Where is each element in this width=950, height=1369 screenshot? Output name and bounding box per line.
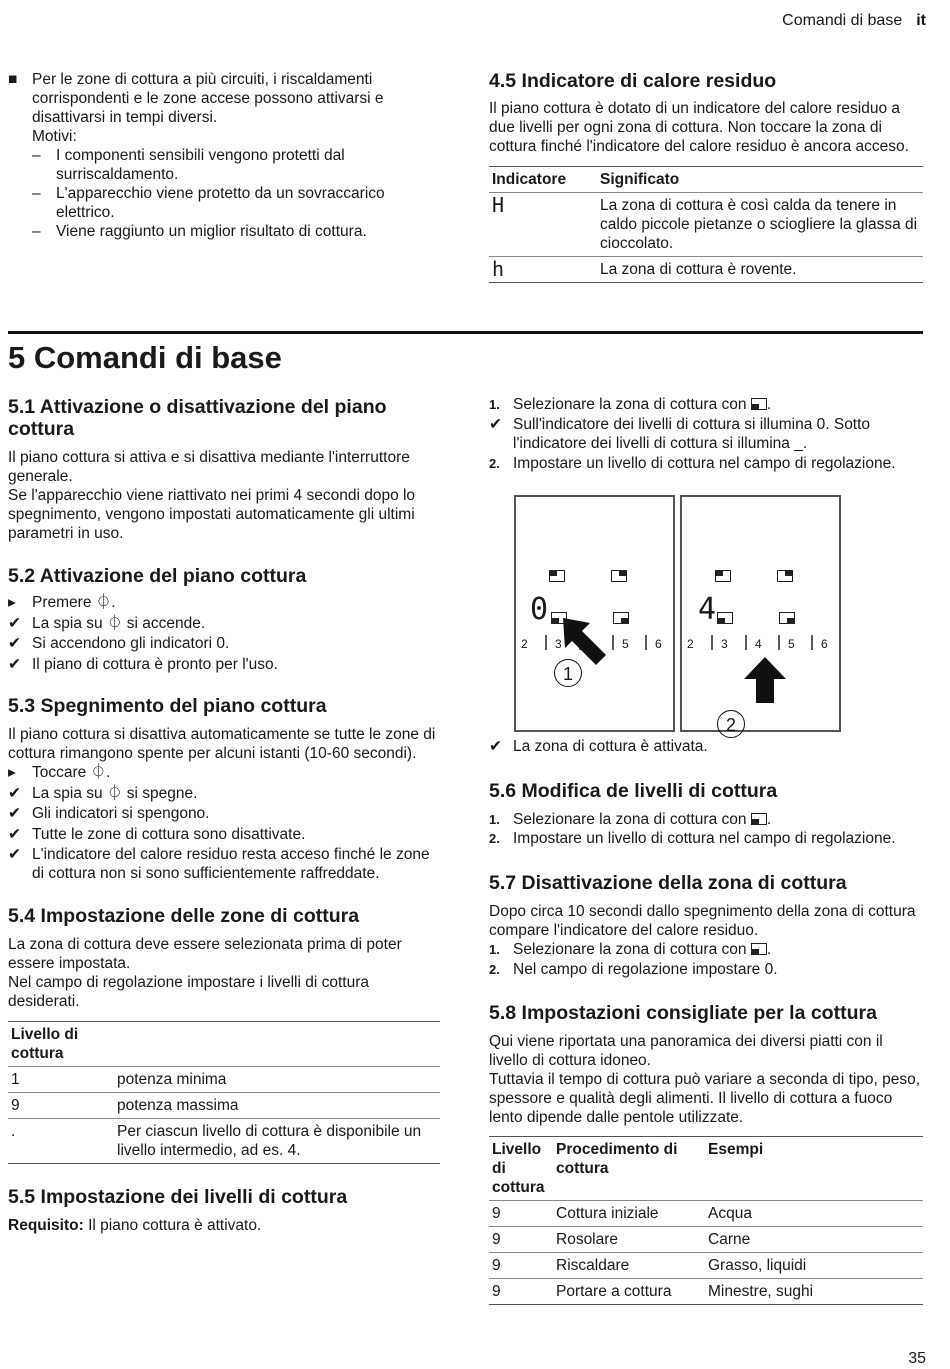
- table-row: [489, 257, 923, 283]
- section-title: 5.8 Impostazioni consigliate per la cottura: [489, 1002, 877, 1024]
- reason-item: – L'apparecchio viene protetto da un sovraccarico elettrico.: [32, 185, 385, 221]
- indicator-glyph: H: [489, 193, 597, 257]
- result-text: La spia su ⏀ si spegne.: [32, 784, 198, 802]
- control-panel-figure-1: [514, 495, 675, 732]
- section-title: 5.2 Attivazione del piano cottura: [8, 565, 307, 587]
- scale-label: 4: [755, 637, 762, 651]
- section-text: Qui viene riportata una panoramica dei diversi piatti con il livello di cottura idoneo.: [489, 1033, 883, 1069]
- section-text: Il piano cottura è dotato di un indicatore del calore residuo a due livelli per ogni zona di cottura. Non toccare la zona di cottura finché l'indicatore del calore residuo è ancora acceso.: [489, 100, 909, 155]
- check-icon: ✔: [8, 846, 21, 863]
- table-row: [8, 1093, 440, 1119]
- table-row: [489, 1227, 923, 1253]
- check-icon: ✔: [8, 614, 21, 632]
- step-text: Selezionare la zona di cottura con: [513, 811, 747, 828]
- table-cell: 9: [489, 1279, 553, 1305]
- reason-item: – Viene raggiunto un miglior risultato di cottura.: [32, 223, 367, 240]
- requirement-label: Requisito:: [8, 1217, 84, 1234]
- scale-label: 2: [687, 637, 694, 651]
- table-row: [8, 1119, 440, 1164]
- reason-text: I componenti sensibili vengono protetti dal surriscaldamento.: [56, 147, 345, 183]
- section-text: Se l'apparecchio viene riattivato nei primi 4 secondi dopo lo spegnimento, vengono impostati automaticamente gli ultimi parametri in uso.: [8, 487, 416, 542]
- result-text: Si accendono gli indicatori 0.: [32, 635, 230, 652]
- left-column: [8, 396, 440, 1235]
- result-item: [8, 825, 440, 846]
- scale-label: 3: [555, 637, 562, 651]
- table-row: [489, 193, 923, 257]
- zone-select-icon: [751, 943, 767, 955]
- table-cell: La zona di cottura è così calda da tenere in caldo piccole pietanze o sciogliere la glassa di cioccolato.: [597, 193, 923, 257]
- step-text: Premere ⏀.: [32, 594, 116, 611]
- section-title: 5.6 Modifica de livelli di cottura: [489, 780, 778, 802]
- result-item: [8, 784, 440, 805]
- table-cell: Minestre, sughi: [705, 1279, 923, 1305]
- callout-number: 2: [717, 710, 745, 738]
- reason-text: L'apparecchio viene protetto da un sovraccarico elettrico.: [56, 185, 385, 221]
- step-text: Selezionare la zona di cottura con: [513, 941, 747, 958]
- running-header: [782, 12, 926, 30]
- check-icon: ✔: [8, 805, 21, 822]
- section-text: Tuttavia il tempo di cottura può variare a seconda di tipo, peso, spessore e qualità degli alimenti. Il livello di cottura a fuoco lento dipende dalle pentole utilizzate.: [489, 1071, 921, 1126]
- right-column: [489, 395, 923, 473]
- table-cell: 1: [8, 1067, 114, 1093]
- table-cell: 9: [489, 1201, 553, 1227]
- table-header: Livello di cottura: [11, 1026, 79, 1062]
- section-text: Il piano cottura si attiva e si disattiva mediante l'interruttore generale.: [8, 449, 410, 485]
- scale-label: 2: [521, 637, 528, 651]
- scale-label: 6: [655, 637, 662, 651]
- reason-item: – I componenti sensibili vengono protetti dal surriscaldamento.: [32, 147, 345, 183]
- table-header: Livello di cottura: [492, 1141, 545, 1196]
- check-icon: ✔: [489, 415, 502, 433]
- table-cell: 9: [489, 1227, 553, 1253]
- table-cell: Per ciascun livello di cottura è disponibile un livello intermedio, ad es. 4.: [114, 1119, 440, 1164]
- section-title: 5.3 Spegnimento del piano cottura: [8, 695, 327, 717]
- step-item: 2. Impostare un livello di cottura nel campo di regolazione.: [489, 454, 896, 472]
- table-cell: Grasso, liquidi: [705, 1253, 923, 1279]
- callout-number: 1: [554, 659, 582, 687]
- table-cell: Carne: [705, 1227, 923, 1253]
- scale-label: 5: [622, 637, 629, 651]
- motivi-label: Motivi:: [32, 128, 77, 145]
- requirement: [8, 1216, 440, 1235]
- table-cell: .: [8, 1119, 114, 1164]
- bullet-text: Per le zone di cottura a più circuiti, i riscaldamenti corrispondenti e le zone accese possono attivarsi e disattivarsi in tempi diversi.: [32, 71, 384, 126]
- result-text: La spia su ⏀ si accende.: [32, 614, 206, 632]
- table-row: [8, 1067, 440, 1093]
- section-text: Il piano cottura si disattiva automaticamente se tutte le zone di cottura rimangono spente per alcuni istanti (10-60 secondi).: [8, 726, 436, 762]
- step-item: 2. Impostare un livello di cottura nel campo di regolazione.: [489, 830, 896, 847]
- table-cell: Rosolare: [553, 1227, 705, 1253]
- section-text: Nel campo di regolazione impostare i livelli di cottura desiderati.: [8, 974, 369, 1010]
- step-text: Impostare un livello di cottura nel campo di regolazione.: [513, 830, 896, 847]
- zone-select-icon: [751, 398, 767, 410]
- section-title: 5.4 Impostazione delle zone di cottura: [8, 905, 360, 927]
- result-item: [8, 634, 440, 655]
- arrow-icon: ▸: [8, 594, 16, 611]
- result-item: [8, 804, 440, 825]
- step-text: Selezionare la zona di cottura con: [513, 396, 747, 413]
- section-4-5: [489, 70, 923, 283]
- table-cell: La zona di cottura è rovente.: [597, 257, 923, 283]
- table-cell: Acqua: [705, 1201, 923, 1227]
- step-text: Impostare un livello di cottura nel campo di regolazione.: [513, 454, 896, 472]
- step-item: 1. Selezionare la zona di cottura con .: [489, 811, 772, 828]
- scale-label: 5: [788, 637, 795, 651]
- recommended-settings-table: [489, 1136, 923, 1305]
- up-arrow-icon: [742, 655, 788, 705]
- section-text: La zona di cottura deve essere selezionata prima di poter essere impostata.: [8, 936, 402, 972]
- step-text: Toccare ⏀.: [32, 764, 111, 781]
- scale-label: 6: [821, 637, 828, 651]
- table-cell: 9: [489, 1253, 553, 1279]
- requirement-text: Il piano cottura è attivato.: [88, 1217, 262, 1234]
- result-text: Sull'indicatore dei livelli di cottura si illumina 0. Sotto l'indicatore dei livelli di cottura si illumina _.: [513, 415, 871, 452]
- result-text: La zona di cottura è attivata.: [513, 738, 708, 755]
- result-item: [8, 845, 440, 883]
- step-text: Nel campo di regolazione impostare 0.: [513, 961, 778, 978]
- level-display: 0: [530, 592, 549, 627]
- section-title: 4.5 Indicatore di calore residuo: [489, 70, 777, 92]
- scale-label: 3: [721, 637, 728, 651]
- table-row: [489, 1279, 923, 1305]
- result-item: [489, 737, 923, 756]
- level-table: [8, 1021, 440, 1164]
- zone-select-icon: [751, 813, 767, 825]
- section-text: Dopo circa 10 secondi dallo spegnimento della zona di cottura compare l'indicatore del calore residuo.: [489, 903, 916, 939]
- step-item: [8, 763, 440, 784]
- check-icon: ✔: [8, 825, 21, 843]
- table-header: Procedimento di cottura: [556, 1141, 678, 1177]
- step-item: 2. Nel campo di regolazione impostare 0.: [489, 961, 778, 978]
- check-icon: ✔: [489, 738, 502, 755]
- section-title: 5.5 Impostazione dei livelli di cottura: [8, 1186, 348, 1208]
- square-bullet-icon: ■: [8, 71, 18, 88]
- check-icon: ✔: [8, 635, 21, 652]
- header-lang: it: [916, 12, 926, 29]
- result-text: L'indicatore del calore residuo resta acceso finché le zone di cottura non si sono sufficientemente raffreddate.: [32, 846, 430, 882]
- left-top-block: [8, 70, 440, 241]
- table-cell: potenza massima: [114, 1093, 440, 1119]
- check-icon: ✔: [8, 655, 21, 673]
- result-text: Gli indicatori si spengono.: [32, 805, 210, 822]
- step-item: [8, 593, 440, 614]
- result-item: [489, 415, 923, 454]
- table-row: [489, 1253, 923, 1279]
- table-cell: Portare a cottura: [553, 1279, 705, 1305]
- table-cell: 9: [8, 1093, 114, 1119]
- indicator-glyph: h: [489, 257, 597, 283]
- section-title: 5.1 Attivazione o disattivazione del piano cottura: [8, 396, 387, 440]
- bullet-item: [8, 70, 440, 127]
- result-text: Il piano di cottura è pronto per l'uso.: [32, 655, 278, 673]
- table-header: Indicatore: [492, 171, 567, 188]
- page-number: 35: [908, 1350, 926, 1367]
- table-cell: Riscaldare: [553, 1253, 705, 1279]
- table-row: [489, 1201, 923, 1227]
- header-title: Comandi di base: [782, 12, 903, 29]
- step-item: 1. Selezionare la zona di cottura con .: [489, 941, 772, 958]
- chapter-rule: [8, 331, 923, 334]
- table-header: Esempi: [708, 1141, 764, 1158]
- section-title: 5.7 Disattivazione della zona di cottura: [489, 872, 847, 894]
- reason-text: Viene raggiunto un miglior risultato di cottura.: [56, 223, 367, 240]
- residual-heat-table: [489, 166, 923, 283]
- table-cell: Cottura iniziale: [553, 1201, 705, 1227]
- right-column-lower: [489, 737, 923, 1305]
- chapter-title: 5 Comandi di base: [8, 340, 282, 375]
- result-item: [8, 655, 440, 676]
- check-icon: ✔: [8, 784, 21, 802]
- arrow-icon: ▸: [8, 764, 16, 781]
- result-item: [8, 614, 440, 635]
- table-cell: potenza minima: [114, 1067, 440, 1093]
- control-panel-figure-2: [680, 495, 841, 735]
- step-item: 1. Selezionare la zona di cottura con .: [489, 396, 772, 413]
- level-display: 4: [698, 592, 717, 627]
- table-header: Significato: [600, 171, 680, 188]
- result-text: Tutte le zone di cottura sono disattivate.: [32, 825, 306, 843]
